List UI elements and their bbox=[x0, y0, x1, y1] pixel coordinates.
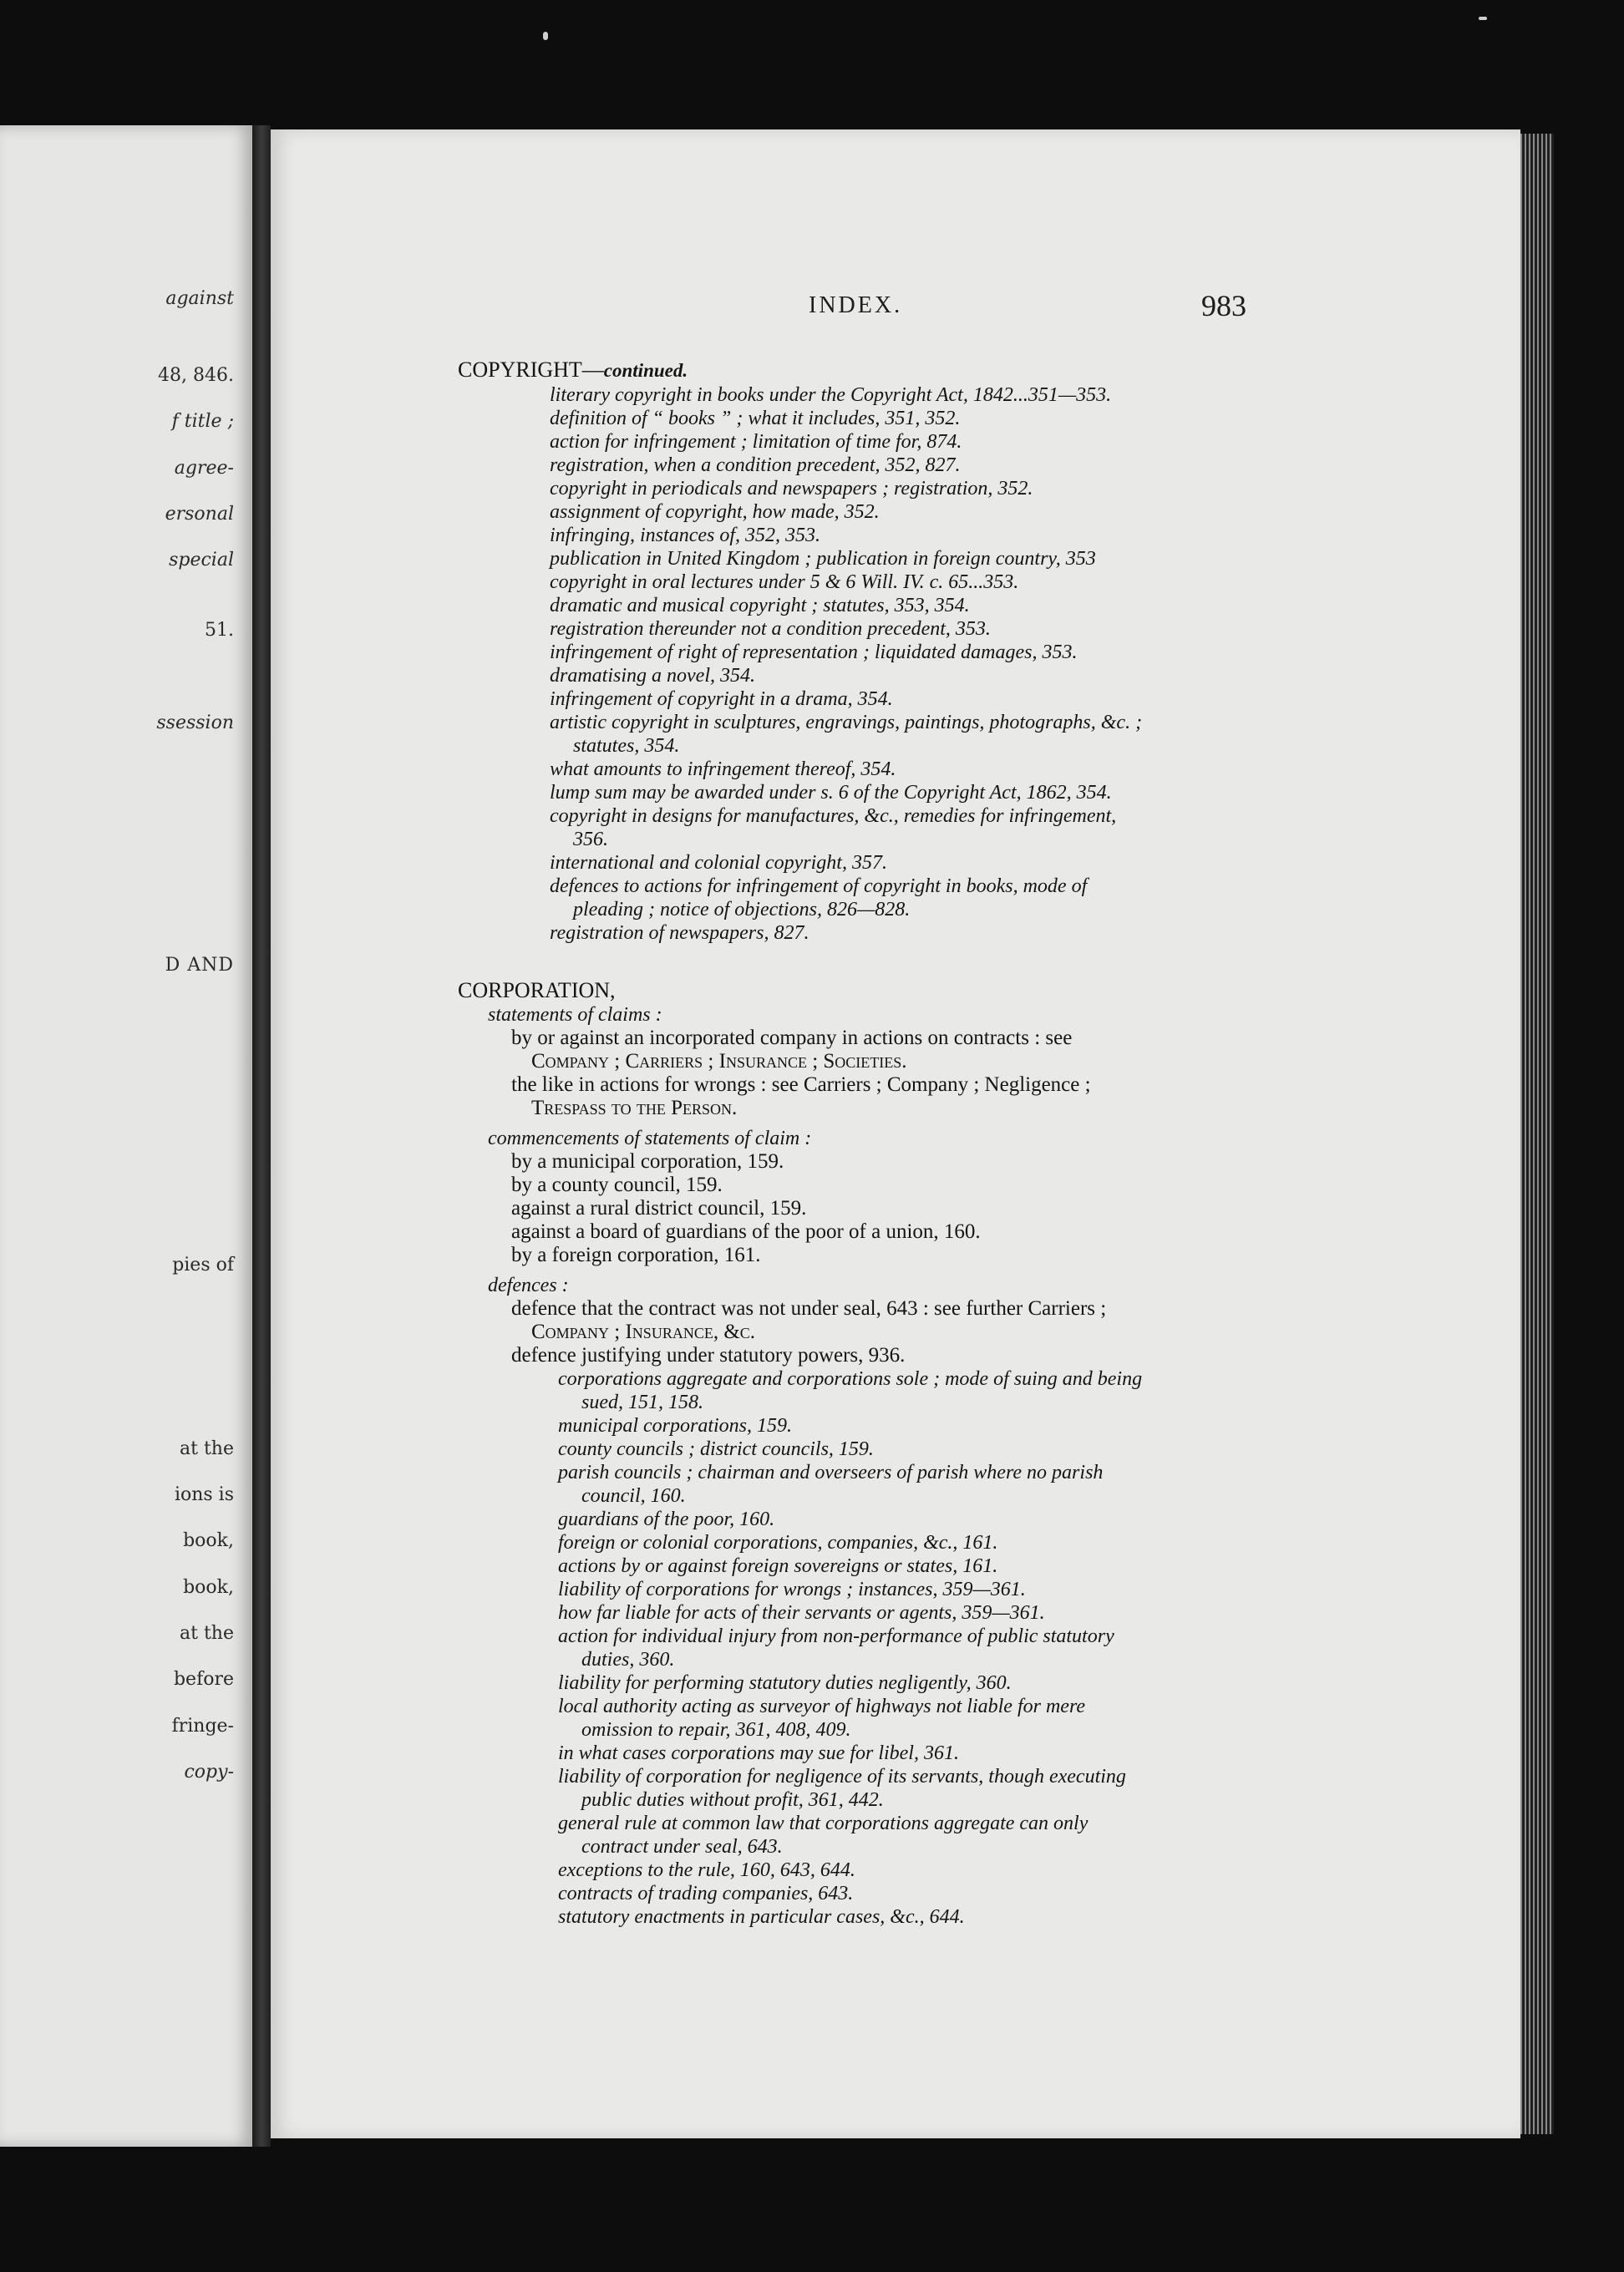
index-line: by or against an incorporated company in actions on contracts : see bbox=[511, 1027, 1073, 1049]
index-line: actions by or against foreign sovereigns or states, 161. bbox=[558, 1555, 998, 1577]
index-line: infringement of right of representation ; liquidated damages, 353. bbox=[550, 642, 1078, 663]
index-line: copyright in designs for manufactures, &c., remedies for infringement, bbox=[550, 805, 1117, 827]
dust-speck bbox=[543, 32, 548, 40]
index-line: contracts of trading companies, 643. bbox=[558, 1883, 854, 1904]
index-line: defence justifying under statutory powers, 936. bbox=[511, 1344, 906, 1367]
index-line: council, 160. bbox=[581, 1485, 686, 1507]
left-page-fragment: pies of bbox=[172, 1255, 234, 1275]
index-line: contract under seal, 643. bbox=[581, 1836, 783, 1858]
left-page-fragment: ersonal bbox=[165, 504, 234, 525]
page-number: 983 bbox=[1201, 289, 1246, 322]
index-line: artistic copyright in sculptures, engravings, paintings, photographs, &c. ; bbox=[550, 712, 1143, 733]
index-line: local authority acting as surveyor of highways not liable for mere bbox=[558, 1696, 1086, 1717]
index-line: international and colonial copyright, 357. bbox=[550, 852, 887, 874]
index-line: duties, 360. bbox=[581, 1649, 675, 1671]
index-line: Company ; Carriers ; Insurance ; Societies. bbox=[531, 1050, 907, 1073]
left-page-fragment: against bbox=[165, 288, 234, 309]
index-line: sued, 151, 158. bbox=[581, 1392, 703, 1413]
left-page-fragment: f title ; bbox=[171, 411, 234, 432]
continued-label: continued. bbox=[603, 360, 688, 381]
index-line: action for individual injury from non-performance of public statutory bbox=[558, 1625, 1114, 1647]
index-line: by a county council, 159. bbox=[511, 1174, 723, 1196]
left-page-fragment: before bbox=[173, 1669, 234, 1690]
index-line: liability for performing statutory duties negligently, 360. bbox=[558, 1672, 1012, 1694]
left-page-fragment: book, bbox=[183, 1577, 234, 1598]
index-line: omission to repair, 361, 408, 409. bbox=[581, 1719, 851, 1741]
index-line: county councils ; district councils, 159. bbox=[558, 1438, 874, 1460]
index-line: by a municipal corporation, 159. bbox=[511, 1150, 784, 1173]
entry-heading: CORPORATION, bbox=[458, 978, 616, 1002]
left-page-fragment: agree- bbox=[174, 458, 234, 479]
index-line: action for infringement ; limitation of time for, 874. bbox=[550, 431, 962, 453]
index-entry-corporation bbox=[458, 978, 1293, 1929]
index-line: defences to actions for infringement of copyright in books, mode of bbox=[550, 875, 1088, 897]
index-line: guardians of the poor, 160. bbox=[558, 1509, 775, 1530]
index-line: by a foreign corporation, 161. bbox=[511, 1244, 761, 1266]
defences-label: defences : bbox=[488, 1275, 569, 1296]
index-line: pleading ; notice of objections, 826—828. bbox=[573, 899, 911, 920]
left-page-fragment: copy- bbox=[184, 1762, 234, 1783]
index-line: corporations aggregate and corporations sole ; mode of suing and being bbox=[558, 1368, 1143, 1390]
left-page-fragment: D AND bbox=[165, 955, 234, 976]
index-line: municipal corporations, 159. bbox=[558, 1415, 792, 1437]
left-page-fragment: book, bbox=[183, 1530, 234, 1551]
left-page-fragment: 48, 846. bbox=[158, 365, 234, 386]
index-line: copyright in periodicals and newspapers ; registration, 352. bbox=[550, 478, 1033, 500]
index-line: general rule at common law that corporations aggregate can only bbox=[558, 1813, 1089, 1834]
index-line: Company ; Insurance, &c. bbox=[531, 1321, 756, 1343]
commencements-label: commencements of statements of claim : bbox=[488, 1128, 812, 1149]
defences-list bbox=[458, 1297, 1293, 1367]
index-line: defence that the contract was not under seal, 643 : see further Carriers ; bbox=[511, 1297, 1107, 1320]
index-line: liability of corporation for negligence of its servants, though executing bbox=[558, 1766, 1126, 1788]
index-line: the like in actions for wrongs : see Carriers ; Company ; Negligence ; bbox=[511, 1073, 1091, 1096]
index-line: registration of newspapers, 827. bbox=[550, 922, 809, 944]
statements-list bbox=[458, 1027, 1293, 1120]
commencements-list bbox=[458, 1150, 1293, 1267]
left-page-fragment: ssession bbox=[156, 713, 234, 733]
defences-notes bbox=[458, 1367, 1293, 1929]
index-line: 356. bbox=[573, 829, 608, 850]
left-page-fragment: fringe- bbox=[171, 1716, 234, 1737]
index-line: against a board of guardians of the poor of a union, 160. bbox=[511, 1220, 981, 1243]
statements-label: statements of claims : bbox=[488, 1004, 662, 1026]
index-line: assignment of copyright, how made, 352. bbox=[550, 501, 880, 523]
copyright-sublist bbox=[458, 383, 1293, 945]
running-head: INDEX. bbox=[809, 292, 903, 318]
left-page-fragment: 51. bbox=[205, 620, 234, 641]
left-page bbox=[0, 125, 252, 2147]
left-page-fragment: at the bbox=[180, 1623, 234, 1644]
left-page-fragment: special bbox=[169, 550, 234, 571]
entry-heading bbox=[458, 358, 1293, 383]
index-line: parish councils ; chairman and overseers of parish where no parish bbox=[558, 1462, 1104, 1483]
left-page-fragment: ions is bbox=[174, 1484, 234, 1505]
index-line: dramatic and musical copyright ; statutes, 353, 354. bbox=[550, 595, 970, 616]
index-line: exceptions to the rule, 160, 643, 644. bbox=[558, 1859, 855, 1881]
index-line: foreign or colonial corporations, companies, &c., 161. bbox=[558, 1532, 998, 1554]
index-line: publication in United Kingdom ; publication in foreign country, 353 bbox=[550, 548, 1096, 570]
heading-text: COPYRIGHT— bbox=[458, 358, 604, 382]
page-edges bbox=[1520, 134, 1554, 2134]
index-entries bbox=[458, 358, 1293, 1962]
index-line: what amounts to infringement thereof, 354. bbox=[550, 758, 896, 780]
index-line: infringement of copyright in a drama, 354. bbox=[550, 688, 893, 710]
index-line: copyright in oral lectures under 5 & 6 Will. IV. c. 65...353. bbox=[550, 571, 1019, 593]
index-line: how far liable for acts of their servants or agents, 359—361. bbox=[558, 1602, 1045, 1624]
index-line: infringing, instances of, 352, 353. bbox=[550, 525, 820, 546]
index-entry-copyright bbox=[458, 358, 1293, 945]
left-page-fragment: at the bbox=[180, 1438, 234, 1459]
index-line: dramatising a novel, 354. bbox=[550, 665, 755, 687]
book-gutter bbox=[252, 125, 271, 2147]
index-line: statutory enactments in particular cases, &c., 644. bbox=[558, 1906, 965, 1928]
index-line: statutes, 354. bbox=[573, 735, 680, 757]
index-line: liability of corporations for wrongs ; instances, 359—361. bbox=[558, 1579, 1026, 1600]
index-line: registration, when a condition precedent, 352, 827. bbox=[550, 454, 961, 476]
index-line: definition of “ books ” ; what it includes, 351, 352. bbox=[550, 408, 961, 429]
index-line: Trespass to the Person. bbox=[531, 1097, 738, 1119]
dust-speck bbox=[1479, 17, 1487, 20]
index-line: public duties without profit, 361, 442. bbox=[581, 1789, 884, 1811]
index-line: against a rural district council, 159. bbox=[511, 1197, 807, 1220]
index-line: in what cases corporations may sue for libel, 361. bbox=[558, 1742, 959, 1764]
index-line: registration thereunder not a condition precedent, 353. bbox=[550, 618, 991, 640]
index-line: lump sum may be awarded under s. 6 of the Copyright Act, 1862, 354. bbox=[550, 782, 1112, 804]
index-line: literary copyright in books under the Copyright Act, 1842...351—353. bbox=[550, 384, 1112, 406]
